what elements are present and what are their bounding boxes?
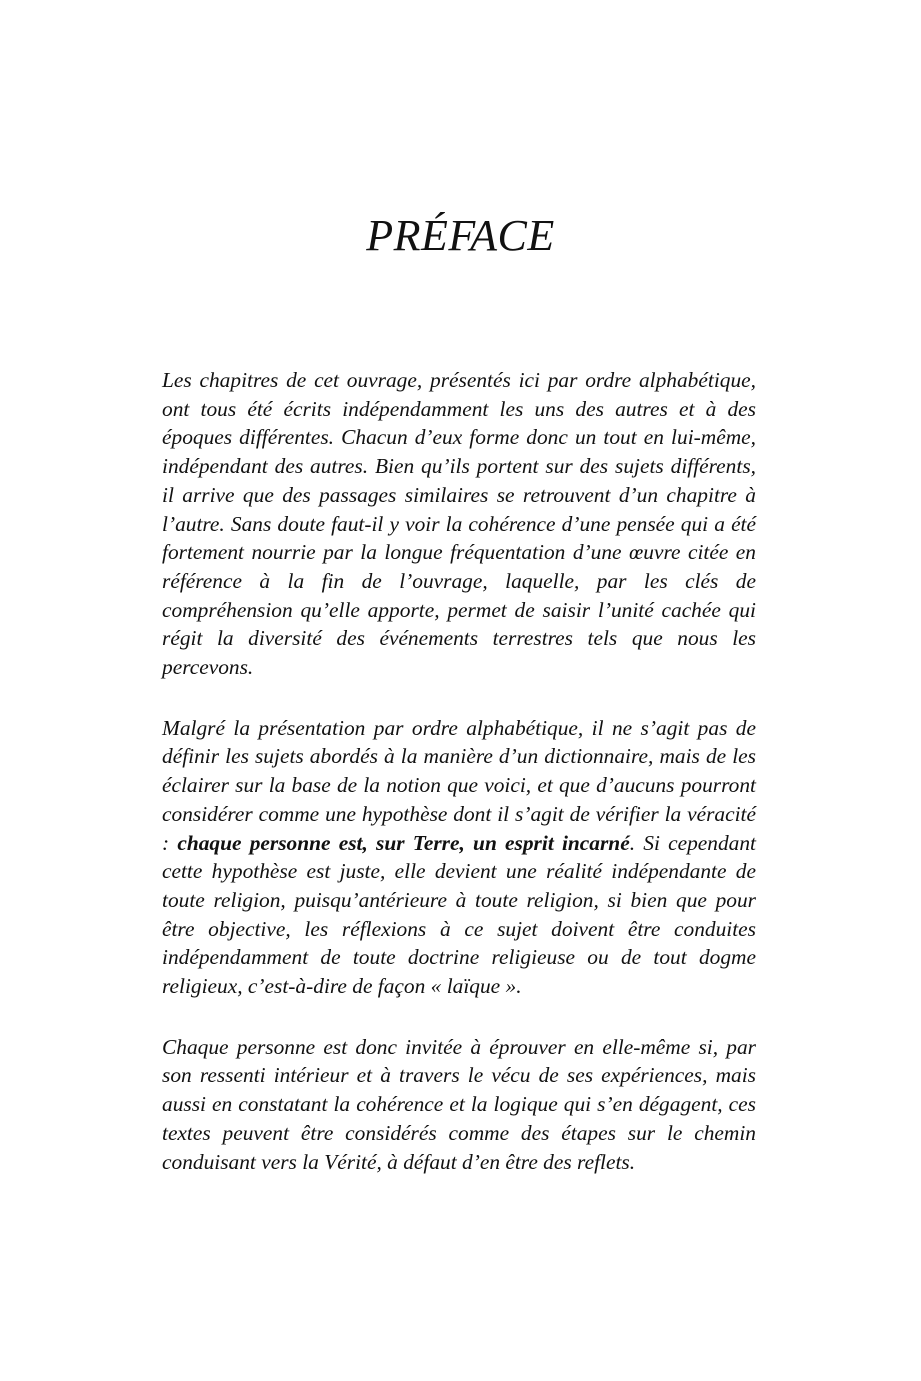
paragraph-2: [162, 714, 756, 1001]
paragraph-1: Les chapitres de cet ouvrage, présentés ici par ordre alphabétique, ont tous été écrits indépendamment les uns des autres et à des époques différentes. Chacun d’eux forme donc un tout en lui-même, indépendant des autres. Bien qu’ils portent sur des sujets différents, il arrive que des passages similaires se retrouvent d’un chapitre à l’autre. Sans doute faut-il y voir la cohérence d’une pensée qui a été fortement nourrie par la longue fréquentation d’une œuvre citée en référence à la fin de l’ouvrage, laquelle, par les clés de compréhension qu’elle apporte, permet de saisir l’unité cachée qui régit la diversité des événements terrestres tels que nous les percevons.: [162, 368, 756, 680]
paragraph-2-tail: . Si cependant cette hypothèse est juste, elle devient une réalité indépendante de toute religion, puisqu’antérieure à toute religion, si bien que pour être objective, les réflexions à ce sujet doivent être conduites indépendamment de toute doctrine religieuse ou de tout dogme religieux, c’est-à-dire de façon « laïque ».: [162, 830, 756, 999]
paragraph-2-lead: Malgré la présentation par ordre alphabétique, il ne s’agit pas de définir les sujets abordés à la manière d’un dictionnaire, mais de les éclairer sur la base de la notion que voici, et que d’aucuns pourront considérer comme une hypothèse dont il s’agit de vérifier la véracité :: [162, 715, 756, 855]
paragraph-2-emphasis: chaque personne est, sur Terre, un esprit incarné: [177, 830, 630, 855]
page-title: PRÉFACE: [366, 211, 555, 260]
preface-body: [162, 366, 756, 1208]
paragraph-3: Chaque personne est donc invitée à éprouver en elle-même si, par son ressenti intérieur et à travers le vécu de ses expériences, mais aussi en constatant la cohérence et la logique qui s’en dégagent, ces textes peuvent être considérés comme des étapes sur le chemin conduisant vers la Vérité, à défaut d’en être des reflets.: [162, 1034, 756, 1174]
